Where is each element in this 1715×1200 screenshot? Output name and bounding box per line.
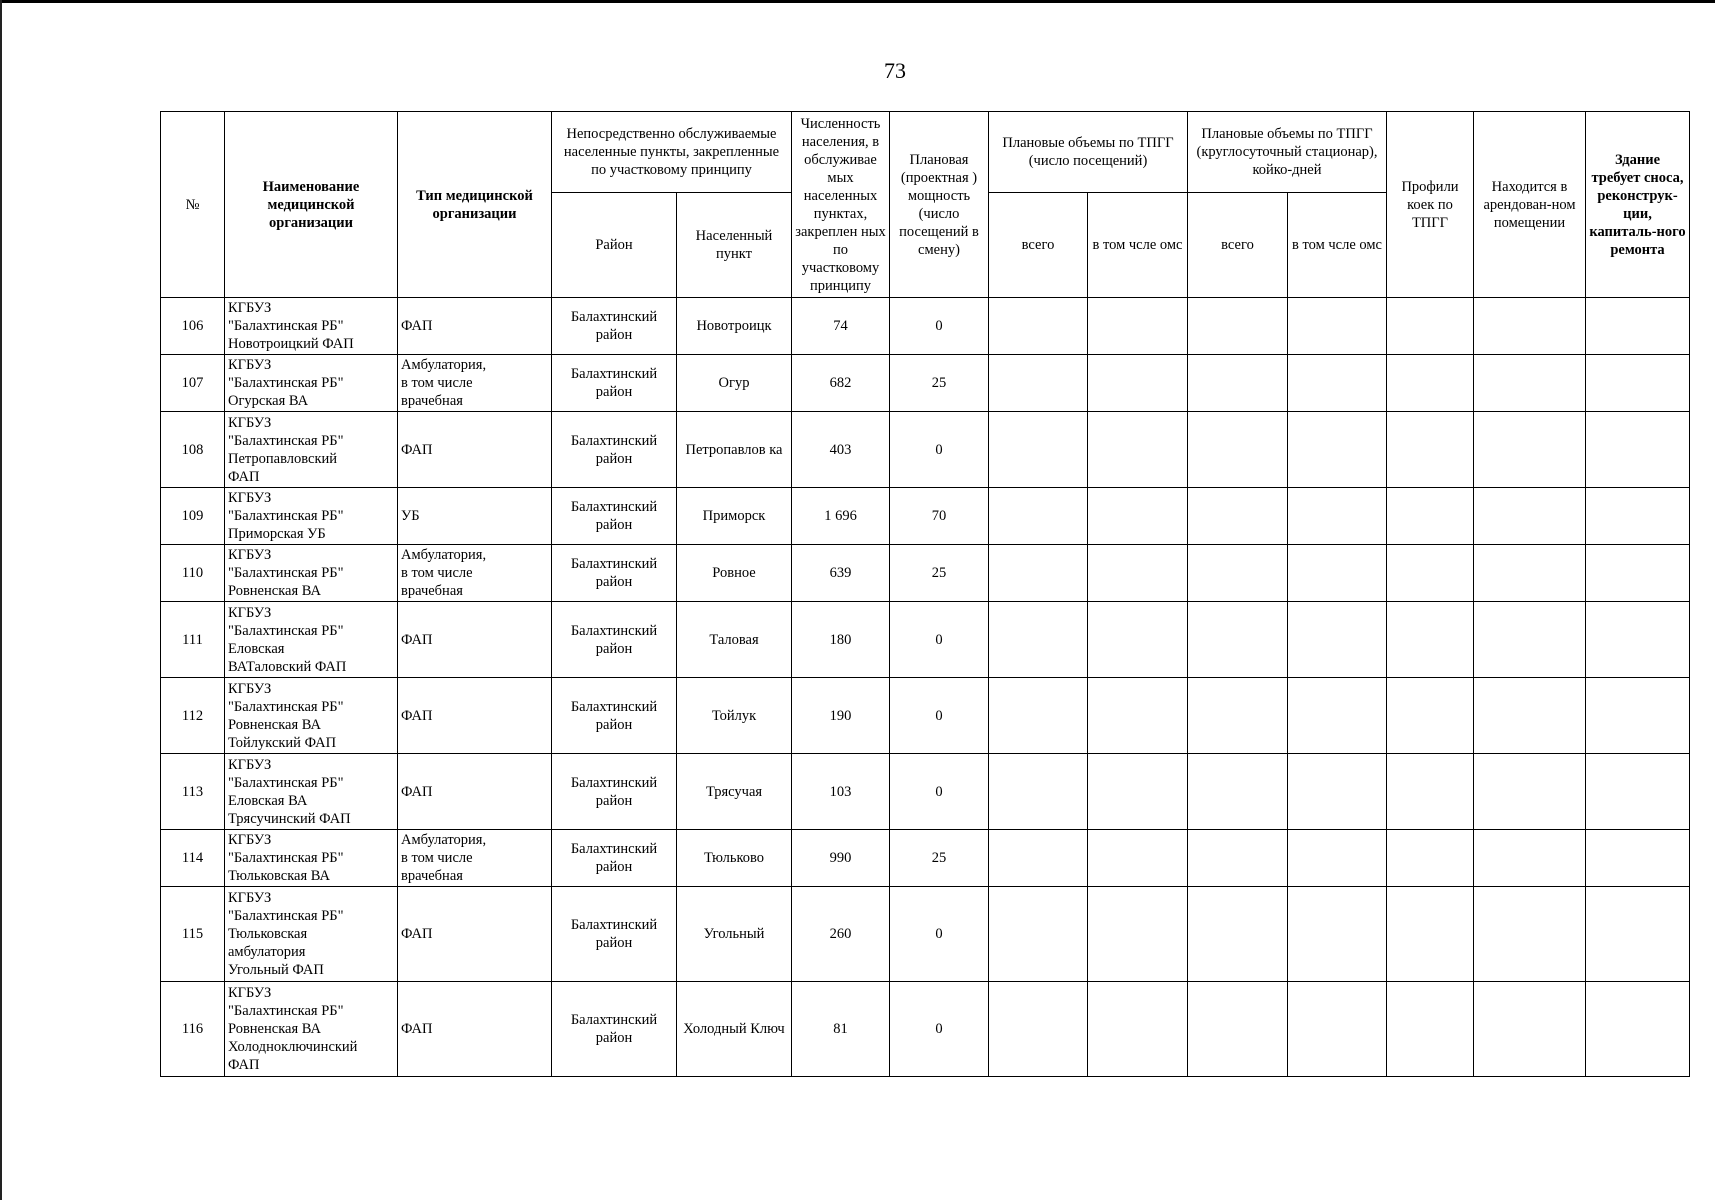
org-type-line: ФАП bbox=[401, 926, 433, 942]
visits-total bbox=[989, 982, 1088, 1077]
header-profiles: Профили коек по ТПГГ bbox=[1387, 112, 1474, 298]
beds-oms bbox=[1288, 754, 1387, 830]
row-number: 112 bbox=[161, 678, 225, 754]
header-name: Наименование медицинской организации bbox=[225, 112, 398, 298]
org-type-line: ФАП bbox=[401, 441, 433, 458]
population: 403 bbox=[792, 412, 890, 488]
org-type bbox=[398, 678, 552, 754]
settlement: Петропавлов ка bbox=[677, 412, 792, 488]
header-visits-oms: в том чсле омс bbox=[1088, 193, 1188, 298]
org-name-line: Тюльковская bbox=[228, 926, 308, 942]
population: 81 bbox=[792, 982, 890, 1077]
org-name-line: ФАП bbox=[228, 468, 260, 485]
org-name-line: КГБУЗ bbox=[228, 547, 272, 563]
rented-flag bbox=[1474, 678, 1586, 754]
beds-oms bbox=[1288, 887, 1387, 982]
beds-total bbox=[1188, 488, 1288, 545]
building-repair-flag bbox=[1586, 887, 1690, 982]
visits-total bbox=[989, 678, 1088, 754]
org-name-line: КГБУЗ bbox=[228, 300, 272, 316]
capacity: 0 bbox=[890, 754, 989, 830]
beds-oms bbox=[1288, 298, 1387, 355]
org-name-line: ВАТаловский ФАП bbox=[228, 658, 347, 675]
beds-total bbox=[1188, 412, 1288, 488]
org-name-line: Холодноключинский bbox=[228, 1039, 358, 1055]
org-name-line: Еловская ВА bbox=[228, 792, 308, 809]
org-name-line: Тюльковская ВА bbox=[228, 868, 330, 884]
org-name-line: КГБУЗ bbox=[228, 985, 272, 1001]
org-type-line: Амбулатория, bbox=[401, 547, 487, 563]
district: Балахтинский район bbox=[552, 754, 677, 830]
org-name-line: Ровненская ВА bbox=[228, 1021, 321, 1037]
row-number: 108 bbox=[161, 412, 225, 488]
capacity: 25 bbox=[890, 355, 989, 412]
org-name-line: Еловская bbox=[228, 640, 285, 657]
row-number: 109 bbox=[161, 488, 225, 545]
org-name-line: Ровненская ВА bbox=[228, 716, 321, 733]
beds-oms bbox=[1288, 412, 1387, 488]
capacity: 0 bbox=[890, 298, 989, 355]
capacity: 0 bbox=[890, 412, 989, 488]
org-name bbox=[225, 545, 398, 602]
visits-total bbox=[989, 412, 1088, 488]
header-beds-total: всего bbox=[1188, 193, 1288, 298]
building-repair-flag bbox=[1586, 412, 1690, 488]
visits-oms bbox=[1088, 602, 1188, 678]
building-repair-flag bbox=[1586, 830, 1690, 887]
org-name-line: КГБУЗ bbox=[228, 890, 272, 906]
district: Балахтинский район bbox=[552, 982, 677, 1077]
beds-oms bbox=[1288, 678, 1387, 754]
rented-flag bbox=[1474, 412, 1586, 488]
bed-profiles bbox=[1387, 545, 1474, 602]
org-name-line: Огурская ВА bbox=[228, 393, 309, 409]
beds-oms bbox=[1288, 602, 1387, 678]
org-name-line: "Балахтинская РБ" bbox=[228, 622, 344, 639]
org-type bbox=[398, 355, 552, 412]
org-type-line: УБ bbox=[401, 508, 420, 524]
visits-total bbox=[989, 754, 1088, 830]
building-repair-flag bbox=[1586, 602, 1690, 678]
visits-oms bbox=[1088, 678, 1188, 754]
org-name bbox=[225, 754, 398, 830]
org-type-line: ФАП bbox=[401, 318, 433, 334]
visits-total bbox=[989, 830, 1088, 887]
bed-profiles bbox=[1387, 298, 1474, 355]
page-number: 73 bbox=[884, 58, 906, 83]
table-row bbox=[161, 887, 1690, 982]
table-row bbox=[161, 982, 1690, 1077]
population: 1 696 bbox=[792, 488, 890, 545]
org-name-line: Петропавловский bbox=[228, 450, 338, 467]
settlement: Огур bbox=[677, 355, 792, 412]
visits-total bbox=[989, 602, 1088, 678]
org-name-line: Ровненская ВА bbox=[228, 583, 321, 599]
capacity: 25 bbox=[890, 830, 989, 887]
org-type-line: ФАП bbox=[401, 707, 433, 724]
bed-profiles bbox=[1387, 602, 1474, 678]
org-type-line: Амбулатория, bbox=[401, 832, 487, 848]
row-number: 113 bbox=[161, 754, 225, 830]
org-name bbox=[225, 298, 398, 355]
population: 260 bbox=[792, 887, 890, 982]
district: Балахтинский район bbox=[552, 488, 677, 545]
rented-flag bbox=[1474, 830, 1586, 887]
org-name bbox=[225, 830, 398, 887]
org-name-line: КГБУЗ bbox=[228, 357, 272, 373]
beds-total bbox=[1188, 355, 1288, 412]
district: Балахтинский район bbox=[552, 545, 677, 602]
table-header bbox=[161, 112, 1690, 298]
row-number: 116 bbox=[161, 982, 225, 1077]
population: 990 bbox=[792, 830, 890, 887]
org-type bbox=[398, 754, 552, 830]
table-row bbox=[161, 754, 1690, 830]
header-capacity: Плановая (проектная ) мощность (число посещений в смену) bbox=[890, 112, 989, 298]
beds-oms bbox=[1288, 545, 1387, 602]
table-row bbox=[161, 602, 1690, 678]
org-name-line: амбулатория bbox=[228, 944, 306, 960]
row-number: 111 bbox=[161, 602, 225, 678]
beds-total bbox=[1188, 678, 1288, 754]
org-type bbox=[398, 488, 552, 545]
org-type-line: врачебная bbox=[401, 583, 463, 599]
header-type: Тип медицинской организации bbox=[398, 112, 552, 298]
org-name-line: Новотроицкий ФАП bbox=[228, 336, 354, 352]
org-name-line: "Балахтинская РБ" bbox=[228, 698, 344, 715]
org-type bbox=[398, 298, 552, 355]
org-name-line: КГБУЗ bbox=[228, 490, 272, 506]
beds-total bbox=[1188, 754, 1288, 830]
settlement: Таловая bbox=[677, 602, 792, 678]
header-population: Численность населения, в обслуживае мых населенных пунктах, закреплен ных по участковому принципу bbox=[792, 112, 890, 298]
district: Балахтинский район bbox=[552, 830, 677, 887]
bed-profiles bbox=[1387, 887, 1474, 982]
org-name bbox=[225, 678, 398, 754]
header-settlement: Населенный пункт bbox=[677, 193, 792, 298]
org-type bbox=[398, 412, 552, 488]
org-type-line: ФАП bbox=[401, 631, 433, 648]
rented-flag bbox=[1474, 982, 1586, 1077]
org-name-line: "Балахтинская РБ" bbox=[228, 432, 344, 449]
visits-total bbox=[989, 298, 1088, 355]
header-visits-total: всего bbox=[989, 193, 1088, 298]
rented-flag bbox=[1474, 488, 1586, 545]
visits-total bbox=[989, 355, 1088, 412]
building-repair-flag bbox=[1586, 754, 1690, 830]
org-type bbox=[398, 887, 552, 982]
beds-total bbox=[1188, 982, 1288, 1077]
row-number: 107 bbox=[161, 355, 225, 412]
org-name-line: "Балахтинская РБ" bbox=[228, 375, 344, 391]
visits-oms bbox=[1088, 355, 1188, 412]
row-number: 114 bbox=[161, 830, 225, 887]
beds-total bbox=[1188, 298, 1288, 355]
beds-total bbox=[1188, 545, 1288, 602]
visits-oms bbox=[1088, 830, 1188, 887]
table-row bbox=[161, 412, 1690, 488]
beds-total bbox=[1188, 887, 1288, 982]
org-name-line: "Балахтинская РБ" bbox=[228, 565, 344, 581]
bed-profiles bbox=[1387, 982, 1474, 1077]
visits-oms bbox=[1088, 887, 1188, 982]
district: Балахтинский район bbox=[552, 678, 677, 754]
org-type bbox=[398, 982, 552, 1077]
org-name-line: ФАП bbox=[228, 1057, 260, 1073]
visits-total bbox=[989, 488, 1088, 545]
org-name-line: Тойлукский ФАП bbox=[228, 734, 337, 751]
bed-profiles bbox=[1387, 355, 1474, 412]
settlement: Угольный bbox=[677, 887, 792, 982]
org-name-line: КГБУЗ bbox=[228, 680, 272, 697]
settlement: Холодный Ключ bbox=[677, 982, 792, 1077]
table-row bbox=[161, 355, 1690, 412]
settlement: Тюльково bbox=[677, 830, 792, 887]
district: Балахтинский район bbox=[552, 412, 677, 488]
beds-oms bbox=[1288, 830, 1387, 887]
rented-flag bbox=[1474, 545, 1586, 602]
table-row bbox=[161, 678, 1690, 754]
beds-oms bbox=[1288, 488, 1387, 545]
population: 180 bbox=[792, 602, 890, 678]
district: Балахтинский район bbox=[552, 355, 677, 412]
org-name-line: "Балахтинская РБ" bbox=[228, 774, 344, 791]
bed-profiles bbox=[1387, 830, 1474, 887]
org-name-line: "Балахтинская РБ" bbox=[228, 850, 344, 866]
table-row bbox=[161, 545, 1690, 602]
org-type-line: в том числе bbox=[401, 850, 473, 866]
settlement: Новотроицк bbox=[677, 298, 792, 355]
district: Балахтинский район bbox=[552, 602, 677, 678]
org-name-line: "Балахтинская РБ" bbox=[228, 908, 344, 924]
district: Балахтинский район bbox=[552, 298, 677, 355]
population: 74 bbox=[792, 298, 890, 355]
table-row bbox=[161, 488, 1690, 545]
page-top-border bbox=[0, 0, 1715, 3]
building-repair-flag bbox=[1586, 545, 1690, 602]
visits-total bbox=[989, 545, 1088, 602]
table-row bbox=[161, 298, 1690, 355]
org-name bbox=[225, 488, 398, 545]
org-type-line: врачебная bbox=[401, 393, 463, 409]
row-number: 115 bbox=[161, 887, 225, 982]
district: Балахтинский район bbox=[552, 887, 677, 982]
visits-oms bbox=[1088, 412, 1188, 488]
beds-total bbox=[1188, 830, 1288, 887]
org-name bbox=[225, 887, 398, 982]
org-name-line: КГБУЗ bbox=[228, 832, 272, 848]
settlement: Трясучая bbox=[677, 754, 792, 830]
building-repair-flag bbox=[1586, 355, 1690, 412]
org-name bbox=[225, 982, 398, 1077]
rented-flag bbox=[1474, 298, 1586, 355]
building-repair-flag bbox=[1586, 488, 1690, 545]
capacity: 25 bbox=[890, 545, 989, 602]
rented-flag bbox=[1474, 602, 1586, 678]
population: 639 bbox=[792, 545, 890, 602]
org-type-line: ФАП bbox=[401, 1021, 433, 1037]
org-name-line: "Балахтинская РБ" bbox=[228, 318, 344, 334]
bed-profiles bbox=[1387, 412, 1474, 488]
org-name bbox=[225, 602, 398, 678]
settlement: Приморск bbox=[677, 488, 792, 545]
header-settlements-group: Непосредственно обслуживаемые населенные пункты, закрепленные по участковому принципу bbox=[552, 112, 792, 193]
table-row bbox=[161, 830, 1690, 887]
header-visits-group: Плановые объемы по ТПГГ (число посещений) bbox=[989, 112, 1188, 193]
rented-flag bbox=[1474, 355, 1586, 412]
capacity: 0 bbox=[890, 982, 989, 1077]
beds-total bbox=[1188, 602, 1288, 678]
capacity: 0 bbox=[890, 887, 989, 982]
population: 190 bbox=[792, 678, 890, 754]
capacity: 0 bbox=[890, 602, 989, 678]
facilities-table bbox=[160, 111, 1690, 1077]
org-type bbox=[398, 830, 552, 887]
org-name-line: КГБУЗ bbox=[228, 756, 272, 773]
building-repair-flag bbox=[1586, 678, 1690, 754]
org-type bbox=[398, 602, 552, 678]
org-type bbox=[398, 545, 552, 602]
visits-oms bbox=[1088, 982, 1188, 1077]
org-type-line: Амбулатория, bbox=[401, 357, 487, 373]
table-body bbox=[161, 298, 1690, 1077]
org-type-line: в том числе bbox=[401, 565, 473, 581]
bed-profiles bbox=[1387, 488, 1474, 545]
org-type-line: врачебная bbox=[401, 868, 463, 884]
org-type-line: в том числе bbox=[401, 375, 473, 391]
rented-flag bbox=[1474, 887, 1586, 982]
org-name bbox=[225, 355, 398, 412]
beds-oms bbox=[1288, 355, 1387, 412]
header-building: Здание требует сноса, реконструк-ции, капиталь-ного ремонта bbox=[1586, 112, 1690, 298]
visits-oms bbox=[1088, 488, 1188, 545]
rented-flag bbox=[1474, 754, 1586, 830]
visits-oms bbox=[1088, 298, 1188, 355]
org-type-line: ФАП bbox=[401, 783, 433, 800]
population: 103 bbox=[792, 754, 890, 830]
header-rented: Находится в арендован-ном помещении bbox=[1474, 112, 1586, 298]
header-beds-group: Плановые объемы по ТПГГ (круглосуточный стационар), койко-дней bbox=[1188, 112, 1387, 193]
building-repair-flag bbox=[1586, 298, 1690, 355]
org-name-line: Угольный ФАП bbox=[228, 962, 324, 978]
header-district: Район bbox=[552, 193, 677, 298]
bed-profiles bbox=[1387, 754, 1474, 830]
row-number: 106 bbox=[161, 298, 225, 355]
visits-total bbox=[989, 887, 1088, 982]
settlement: Тойлук bbox=[677, 678, 792, 754]
building-repair-flag bbox=[1586, 982, 1690, 1077]
capacity: 70 bbox=[890, 488, 989, 545]
org-name-line: Трясучинский ФАП bbox=[228, 810, 351, 827]
visits-oms bbox=[1088, 545, 1188, 602]
header-beds-oms: в том чсле омс bbox=[1288, 193, 1387, 298]
bed-profiles bbox=[1387, 678, 1474, 754]
org-name-line: КГБУЗ bbox=[228, 604, 272, 621]
capacity: 0 bbox=[890, 678, 989, 754]
org-name-line: "Балахтинская РБ" bbox=[228, 508, 344, 524]
org-name-line: Приморская УБ bbox=[228, 526, 326, 542]
org-name bbox=[225, 412, 398, 488]
population: 682 bbox=[792, 355, 890, 412]
page-left-border bbox=[0, 0, 2, 1200]
header-no: № bbox=[161, 112, 225, 298]
settlement: Ровное bbox=[677, 545, 792, 602]
org-name-line: "Балахтинская РБ" bbox=[228, 1003, 344, 1019]
org-name-line: КГБУЗ bbox=[228, 414, 272, 431]
visits-oms bbox=[1088, 754, 1188, 830]
row-number: 110 bbox=[161, 545, 225, 602]
beds-oms bbox=[1288, 982, 1387, 1077]
